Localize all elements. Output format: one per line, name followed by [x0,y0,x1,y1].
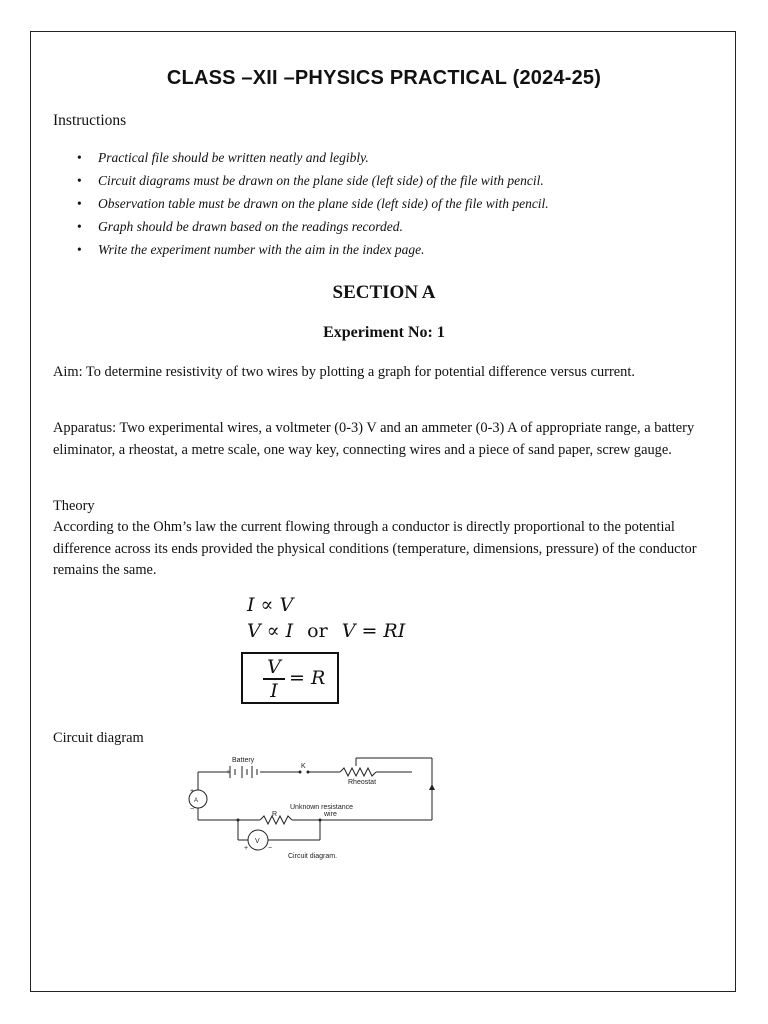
theory-heading: Theory [53,498,95,514]
instructions-list [53,148,549,263]
svg-text:+: + [244,845,249,852]
label-battery: Battery [232,757,255,764]
fraction: V I [263,656,285,702]
label-ammeter: A [194,798,199,804]
page-title: CLASS –XII –PHYSICS PRACTICAL (2024-25) [166,67,602,89]
bullet-icon: • [77,150,82,165]
list-item: • Graph should be drawn based on the readings recorded. [53,217,549,240]
label-key: K [301,763,306,770]
svg-text:+: + [190,788,195,795]
list-item: • Circuit diagrams must be drawn on the plane side (left side) of the file with pencil. [53,171,549,194]
label-rheostat: Rheostat [348,779,377,786]
formula-line-1: I ∝ V [247,594,294,616]
circuit-diagram [180,752,442,864]
svg-text:−: − [268,845,273,852]
circuit-caption: Circuit diagram. [288,853,338,860]
label-r: R [272,811,278,818]
list-item: • Practical file should be written neatly and legibly. [53,148,549,171]
formula-line-2: V ∝ I or V = RI [247,620,406,642]
aim-text: Aim: To determine resistivity of two wires by plotting a graph for potential difference versus current. [53,364,635,380]
label-wire: wire [324,811,337,818]
label-voltmeter: V [255,838,260,845]
svg-text:−: − [190,806,195,813]
list-item: • Write the experiment number with the aim in the index page. [53,240,549,263]
bullet-icon: • [77,173,82,188]
theory-text: According to the Ohm’s law the current flowing through a conductor is directly proportional to the potential difference across its ends provided the physical conditions (temperature, dimensions, pressure) of the conductor remains the same. [53,519,697,578]
boxed-formula: V I = R [241,652,339,704]
experiment-number: Experiment No: 1 [323,324,445,341]
instructions-heading: Instructions [53,112,127,129]
section-heading: SECTION A [332,282,436,303]
label-unknown: Unknown resistance [290,804,354,811]
bullet-icon: • [77,219,82,234]
svg-text:+: + [226,769,231,776]
svg-text:−: − [260,769,265,776]
circuit-heading: Circuit diagram [53,730,144,746]
bullet-icon: • [77,242,82,257]
bullet-icon: • [77,196,82,211]
list-item: • Observation table must be drawn on the plane side (left side) of the file with pencil. [53,194,549,217]
apparatus-text: Apparatus: Two experimental wires, a voltmeter (0-3) V and an ammeter (0-3) A of appropriate range, a battery eliminator, a rheostat, a metre scale, one way key, connecting wires and a piece of sand paper, screw gauge. [53,420,695,458]
